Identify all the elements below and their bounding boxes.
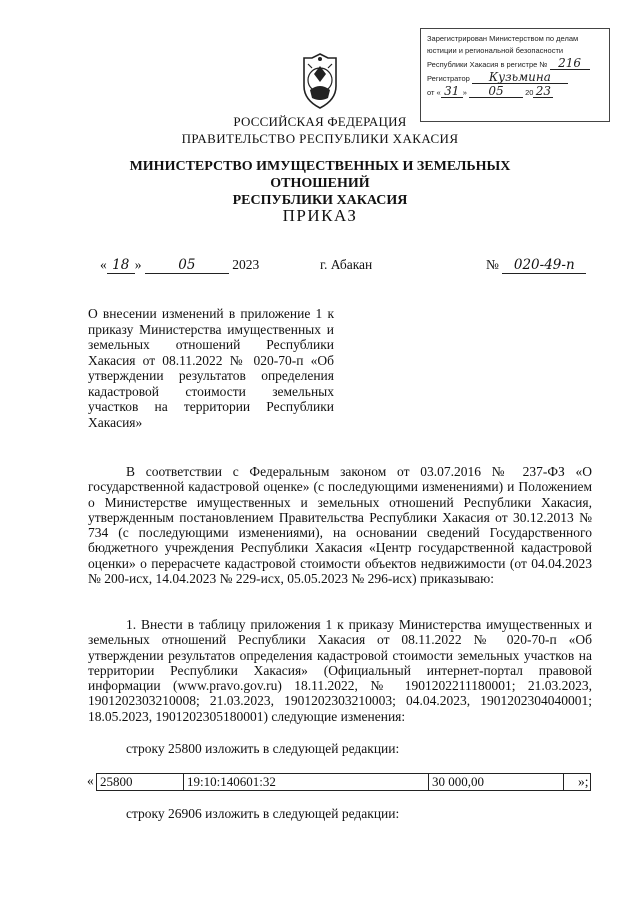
stamp-year-prefix: 20 — [525, 88, 534, 97]
order-number-value: 020-49-п — [502, 257, 586, 274]
ministry-line-2: РЕСПУБЛИКИ ХАКАСИЯ — [232, 193, 408, 208]
ministry-name — [100, 158, 540, 209]
stamp-line-2: юстиции и региональной безопасности — [427, 46, 564, 55]
table-cell: 25800 — [97, 774, 184, 791]
stamp-date-prefix: от « — [427, 88, 441, 97]
order-number-label: № — [486, 257, 499, 272]
table-row — [97, 774, 591, 791]
country-name: РОССИЙСКАЯ ФЕДЕРАЦИЯ — [233, 114, 407, 129]
preamble-paragraph: В соответствии с Федеральным законом от 03.07.2016 № 237-ФЗ «О государственной кадастровой оценке» (с последующими изменениями) и Положением о Министерстве имущественных и земельных отношений Республики Хакасия, утвержденным постановлением Правительства Республики Хакасия от 30.12.2013 № 734 (с последующими изменениями), на основании сведений Государственного бюджетного учреждения Республики Хакасия «Центр государственной кадастровой оценки» о перерасчете кадастровой стоимости объектов недвижимости (от 04.04.2023 № 200-исх, 14.04.2023 № 229-исх, 05.05.2023 № 296-исх) приказываю: — [88, 464, 592, 587]
document-type: ПРИКАЗ — [282, 206, 358, 225]
order-number — [486, 257, 586, 274]
order-city: г. Абакан — [320, 257, 373, 272]
table-cell: 30 000,00 — [429, 774, 564, 791]
date-open-quote: « — [100, 257, 107, 272]
coat-of-arms-emblem — [298, 52, 342, 110]
stamp-month: 05 — [469, 85, 523, 98]
table-close-quote: »; — [578, 774, 589, 789]
date-year: 2023 — [232, 257, 260, 272]
date-month: 05 — [145, 257, 229, 274]
table — [96, 773, 591, 791]
date-day: 18 — [107, 257, 135, 274]
item-1-paragraph: 1. Внести в таблицу приложения 1 к приказу Министерства имущественных и земельных отношений Республики Хакасия от 08.11.2022 № 020-70-п «Об утверждении результатов определения кадастровой стоимости земельных участков на территории Республики Хакасия» (Официальный интернет-портал правовой информации (www.pravo.gov.ru) 18.11.2022, № 1901202211180001; 21.03.2023, 1901202303210008; 21.03.2023, 1901202303210003; 04.04.2023, 1901202304040001; 18.05.2023, 1901202305180001) следующие изменения: — [88, 617, 592, 724]
row-instruction-26906: строку 26906 изложить в следующей редакции: — [126, 806, 400, 821]
ministry-line-1: МИНИСТЕРСТВО ИМУЩЕСТВЕННЫХ И ЗЕМЕЛЬНЫХ ОТНОШЕНИЙ — [129, 159, 511, 191]
order-date — [100, 257, 259, 274]
date-close-quote: » — [134, 257, 142, 272]
stamp-line-1: Зарегистрирован Министерством по делам — [427, 34, 579, 43]
stamp-year: 23 — [533, 85, 553, 98]
order-subject: О внесении изменений в приложение 1 к приказу Министерства имущественных и земельных отношений Республики Хакасия от 08.11.2022 № 020-70-п «Об утверждении результатов определения кадастровой стоимости земельных участков на территории Республики Хакасия» — [88, 306, 334, 430]
stamp-day: 31 — [441, 85, 463, 98]
table-cell: 19:10:140601:32 — [184, 774, 429, 791]
row-instruction-25800: строку 25800 изложить в следующей редакции: — [126, 741, 400, 756]
stamp-reg-number: 216 — [550, 57, 590, 70]
table-open-quote: « — [87, 773, 94, 788]
stamp-line-3: Республики Хакасия в регистре № — [427, 60, 548, 69]
replacement-table-row — [87, 773, 591, 791]
registration-stamp: Зарегистрирован Министерством по делам юстиции и региональной безопасности Республики Хакасия в регистре № 216 Регистратор Кузьмина от « 31 » 05 20 23 — [420, 28, 610, 122]
government-name: ПРАВИТЕЛЬСТВО РЕСПУБЛИКИ ХАКАСИЯ — [181, 131, 459, 146]
stamp-registrar-label: Регистратор — [427, 74, 470, 83]
stamp-registrar-signature: Кузьмина — [472, 71, 568, 84]
